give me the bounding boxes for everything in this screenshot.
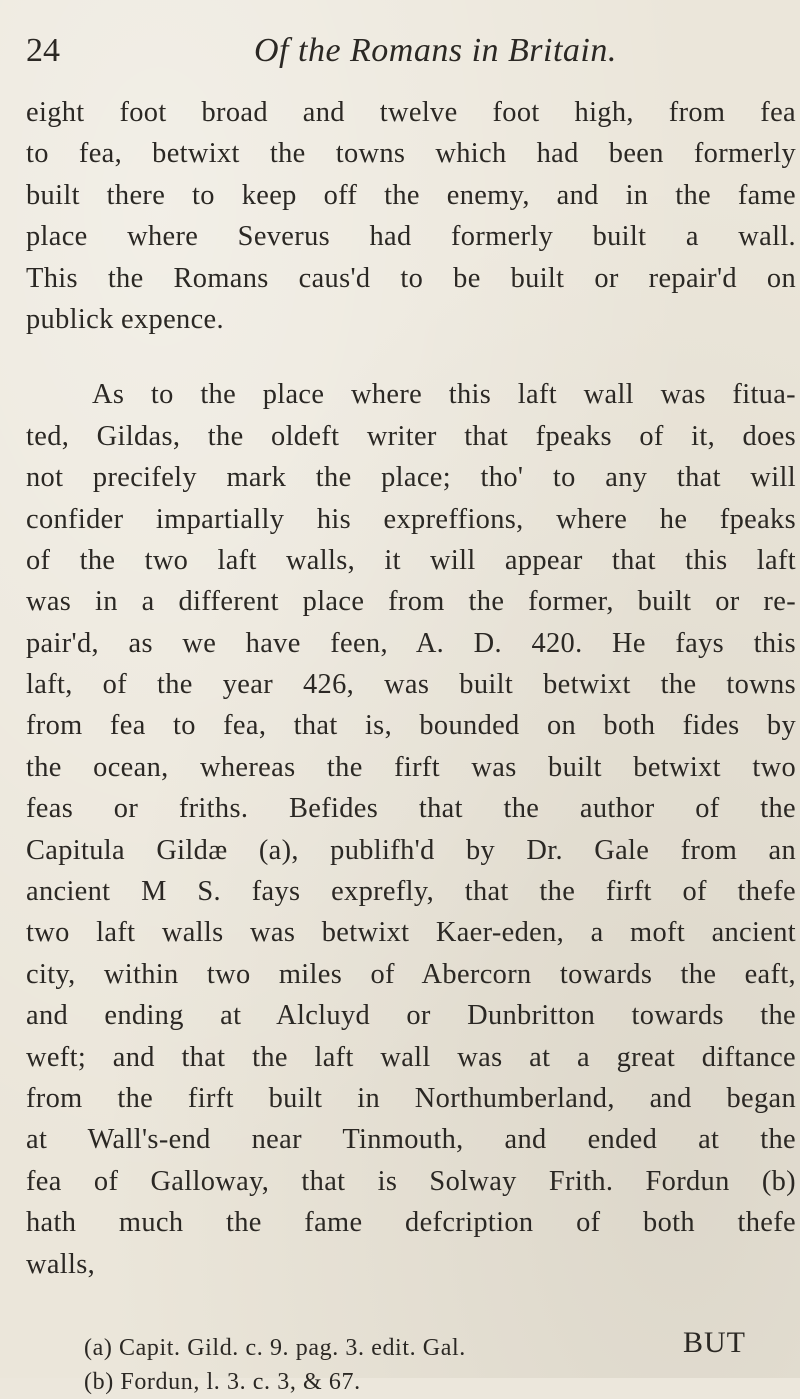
footnote: (b) Fordun, l. 3. c. 3, & 67. [84, 1368, 361, 1395]
text-line: hath much the fame defcription of both thefe [26, 1207, 796, 1239]
footnote-gap [26, 1285, 796, 1331]
text-line: pair'd, as we have feen, A. D. 420. He fays this [26, 627, 796, 659]
text-line: laft, of the year 426, was built betwixt the towns [26, 669, 796, 701]
text-line: the ocean, whereas the firft was built betwixt two [26, 751, 796, 783]
text-line: confider impartially his expreffions, where he fpeaks [26, 503, 796, 535]
text-line: not precifely mark the place; tho' to any that will [26, 462, 796, 494]
footnotes [26, 1331, 796, 1399]
text-line: fea of Galloway, that is Solway Frith. Fordun (b) [26, 1165, 796, 1197]
text-line: at Wall's-end near Tinmouth, and ended at the [26, 1124, 796, 1156]
footnote: (a) Capit. Gild. c. 9. pag. 3. edit. Gal. [84, 1334, 466, 1361]
text-line: from fea to fea, that is, bounded on both fides by [26, 710, 796, 742]
body-text [26, 92, 796, 1399]
paragraph [26, 374, 796, 1285]
text-line: This the Romans caus'd to be built or repair'd on [26, 262, 796, 294]
text-line: walls, [26, 1248, 96, 1280]
text-line: and ending at Alcluyd or Dunbritton towards the [26, 1000, 796, 1032]
page-header [26, 32, 786, 80]
paragraph [26, 92, 796, 340]
running-head: Of the Romans in Britain. [254, 32, 617, 69]
text-line: built there to keep off the enemy, and in the fame [26, 179, 796, 211]
paragraph-gap [26, 340, 796, 374]
text-line: As to the place where this laft wall was fitua- [92, 379, 796, 411]
page-number: 24 [26, 32, 60, 69]
text-line: feas or friths. Befides that the author of the [26, 793, 796, 825]
text-line: ted, Gildas, the oldeft writer that fpeaks of it, does [26, 420, 796, 452]
text-line: city, within two miles of Abercorn towards the eaft, [26, 958, 796, 990]
text-line: from the firft built in Northumberland, and began [26, 1082, 796, 1114]
text-line: eight foot broad and twelve foot high, from fea [26, 97, 796, 128]
text-line: place where Severus had formerly built a wall. [26, 221, 796, 253]
catchword: BUT [683, 1326, 746, 1359]
text-line: of the two laft walls, it will appear that this laft [26, 544, 796, 576]
text-line: weft; and that the laft wall was at a great diftance [26, 1041, 796, 1073]
text-line: was in a different place from the former, built or re- [26, 586, 796, 618]
text-line: two laft walls was betwixt Kaer-eden, a moft ancient [26, 917, 796, 949]
text-line: publick expence. [26, 303, 224, 335]
text-line: ancient M S. fays exprefly, that the firft of thefe [26, 876, 796, 908]
text-line: to fea, betwixt the towns which had been formerly [26, 138, 796, 170]
text-line: Capitula Gildæ (a), publifh'd by Dr. Gale from an [26, 834, 796, 866]
